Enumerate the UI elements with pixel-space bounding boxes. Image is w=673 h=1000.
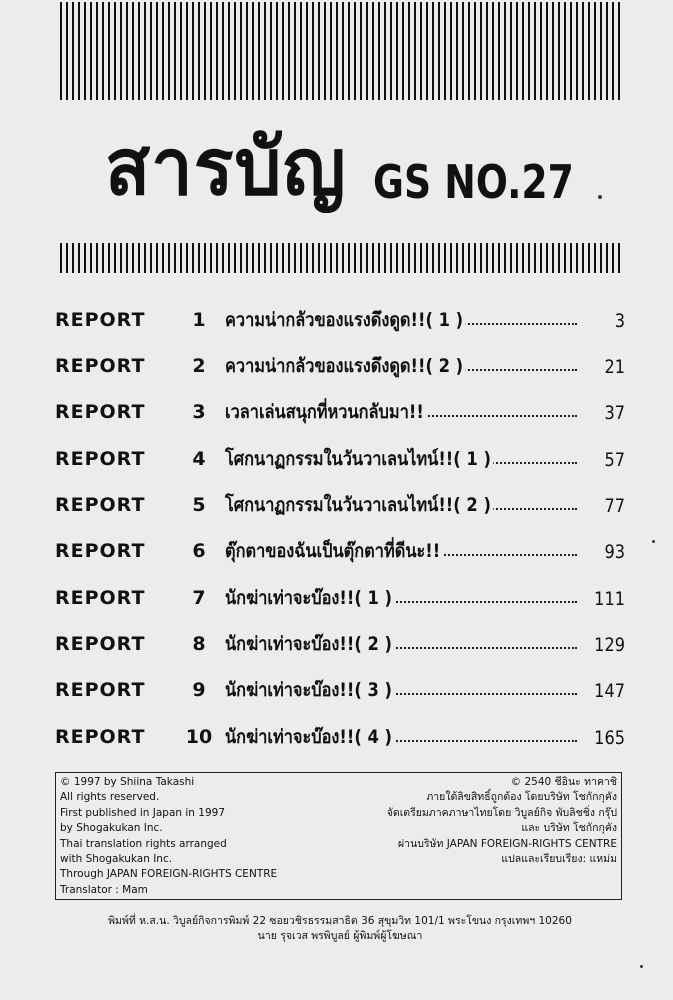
report-number: 2 — [192, 355, 206, 377]
page-number: 3 — [614, 310, 625, 332]
copyright-line: by Shogakukan Inc. — [60, 822, 163, 835]
toc-row — [55, 305, 625, 341]
copyright-line: จัดเตรียมภาคภาษาไทยโดย วิบูลย์กิจ พับลิชชิ่ง กรุ๊ป — [386, 806, 617, 819]
report-label: REPORT — [55, 355, 146, 377]
chapter-title: นักฆ่าเท่าจะบ๊อง!!( 2 ) — [225, 629, 395, 659]
toc-row — [55, 351, 625, 387]
toc-row — [55, 583, 625, 619]
toc-row — [55, 629, 625, 665]
copyright-thai — [327, 775, 617, 867]
report-label: REPORT — [55, 726, 146, 748]
printer-line: พิมพ์ที่ ห.ส.น. วิบูลย์กิจการพิมพ์ 22 ซอยวชิรธรรมสาธิต 36 สุขุมวิท 101/1 พระโขนง กรุงเทพฯ 10260 — [108, 915, 572, 927]
report-label: REPORT — [55, 587, 146, 609]
print-speck — [598, 195, 602, 199]
decorative-stripes-top — [60, 2, 622, 100]
report-label: REPORT — [55, 401, 146, 423]
chapter-title: นักฆ่าเท่าจะบ๊อง!!( 1 ) — [225, 583, 395, 613]
copyright-line: Through JAPAN FOREIGN-RIGHTS CENTRE — [60, 868, 278, 881]
report-number: 6 — [192, 540, 206, 562]
report-number: 10 — [185, 726, 213, 748]
page-number: 111 — [594, 588, 625, 610]
page-number: 93 — [604, 541, 625, 563]
chapter-title: นักฆ่าเท่าจะบ๊อง!!( 3 ) — [225, 675, 395, 705]
page-number: 57 — [604, 449, 625, 471]
copyright-line: และ บริษัท โชกักกุคัง — [521, 822, 617, 835]
toc-row — [55, 536, 625, 572]
report-label: REPORT — [55, 540, 146, 562]
report-number: 5 — [192, 494, 206, 516]
toc-row — [55, 722, 625, 758]
report-number: 9 — [192, 679, 206, 701]
copyright-line: ภายใต้ลิขสิทธิ์ถูกต้อง โดยบริษัท โชกักกุคัง — [426, 791, 617, 804]
page-number: 37 — [604, 402, 625, 424]
chapter-title: เวลาเล่นสนุกที่หวนกลับมา!! — [225, 397, 426, 427]
report-label: REPORT — [55, 309, 146, 331]
page-number: 165 — [594, 727, 625, 749]
toc-row — [55, 490, 625, 526]
chapter-title: โศกนาฏกรรมในวันวาเลนไทน์!!( 1 ) — [225, 444, 494, 474]
copyright-line: Thai translation rights arranged — [60, 837, 227, 850]
copyright-line: All rights reserved. — [60, 791, 160, 804]
copyright-line: © 2540 ชีอินะ ทาคาชิ — [510, 776, 617, 788]
chapter-title: โศกนาฏกรรมในวันวาเลนไทน์!!( 2 ) — [225, 490, 494, 520]
toc-row — [55, 444, 625, 480]
copyright-line: Translator : Mam — [60, 883, 148, 896]
issue-number: GS NO.27 — [373, 155, 574, 209]
report-number: 4 — [192, 448, 206, 470]
page-number: 77 — [604, 495, 625, 517]
chapter-title: ความน่ากลัวของแรงดึงดูด!!( 2 ) — [225, 351, 466, 381]
page-title — [105, 118, 625, 228]
copyright-english — [60, 775, 340, 898]
copyright-box — [55, 772, 622, 900]
report-number: 3 — [192, 401, 206, 423]
copyright-line: แปลและเรียบเรียง: แหม่ม — [501, 853, 617, 866]
decorative-stripes-divider — [60, 243, 622, 273]
report-number: 8 — [192, 633, 206, 655]
report-number: 7 — [192, 587, 206, 609]
toc-row — [55, 675, 625, 711]
chapter-title: ความน่ากลัวของแรงดึงดูด!!( 1 ) — [225, 305, 466, 335]
chapter-title: นักฆ่าเท่าจะบ๊อง!!( 4 ) — [225, 722, 395, 752]
copyright-line: First published in Japan in 1997 — [60, 806, 226, 819]
report-label: REPORT — [55, 494, 146, 516]
page-number: 21 — [604, 356, 625, 378]
copyright-line: ผ่านบริษัท JAPAN FOREIGN-RIGHTS CENTRE — [398, 837, 617, 850]
report-label: REPORT — [55, 679, 146, 701]
publisher-line: นาย รุจเวส พรพิบูลย์ ผู้พิมพ์ผู้โฆษณา — [257, 930, 423, 942]
page-number: 147 — [594, 680, 625, 702]
report-label: REPORT — [55, 633, 146, 655]
print-speck — [652, 540, 655, 543]
toc-row — [55, 397, 625, 433]
report-label: REPORT — [55, 448, 146, 470]
title-thai: สารบัญ — [105, 123, 347, 213]
report-number: 1 — [192, 309, 206, 331]
page-number: 129 — [594, 634, 625, 656]
print-speck — [640, 965, 643, 968]
copyright-line: © 1997 by Shiina Takashi — [60, 776, 195, 788]
copyright-line: with Shogakukan Inc. — [60, 853, 173, 866]
printer-info — [60, 914, 620, 944]
chapter-title: ตุ๊กตาของฉันเป็นตุ๊กตาที่ดีนะ!! — [225, 536, 443, 566]
